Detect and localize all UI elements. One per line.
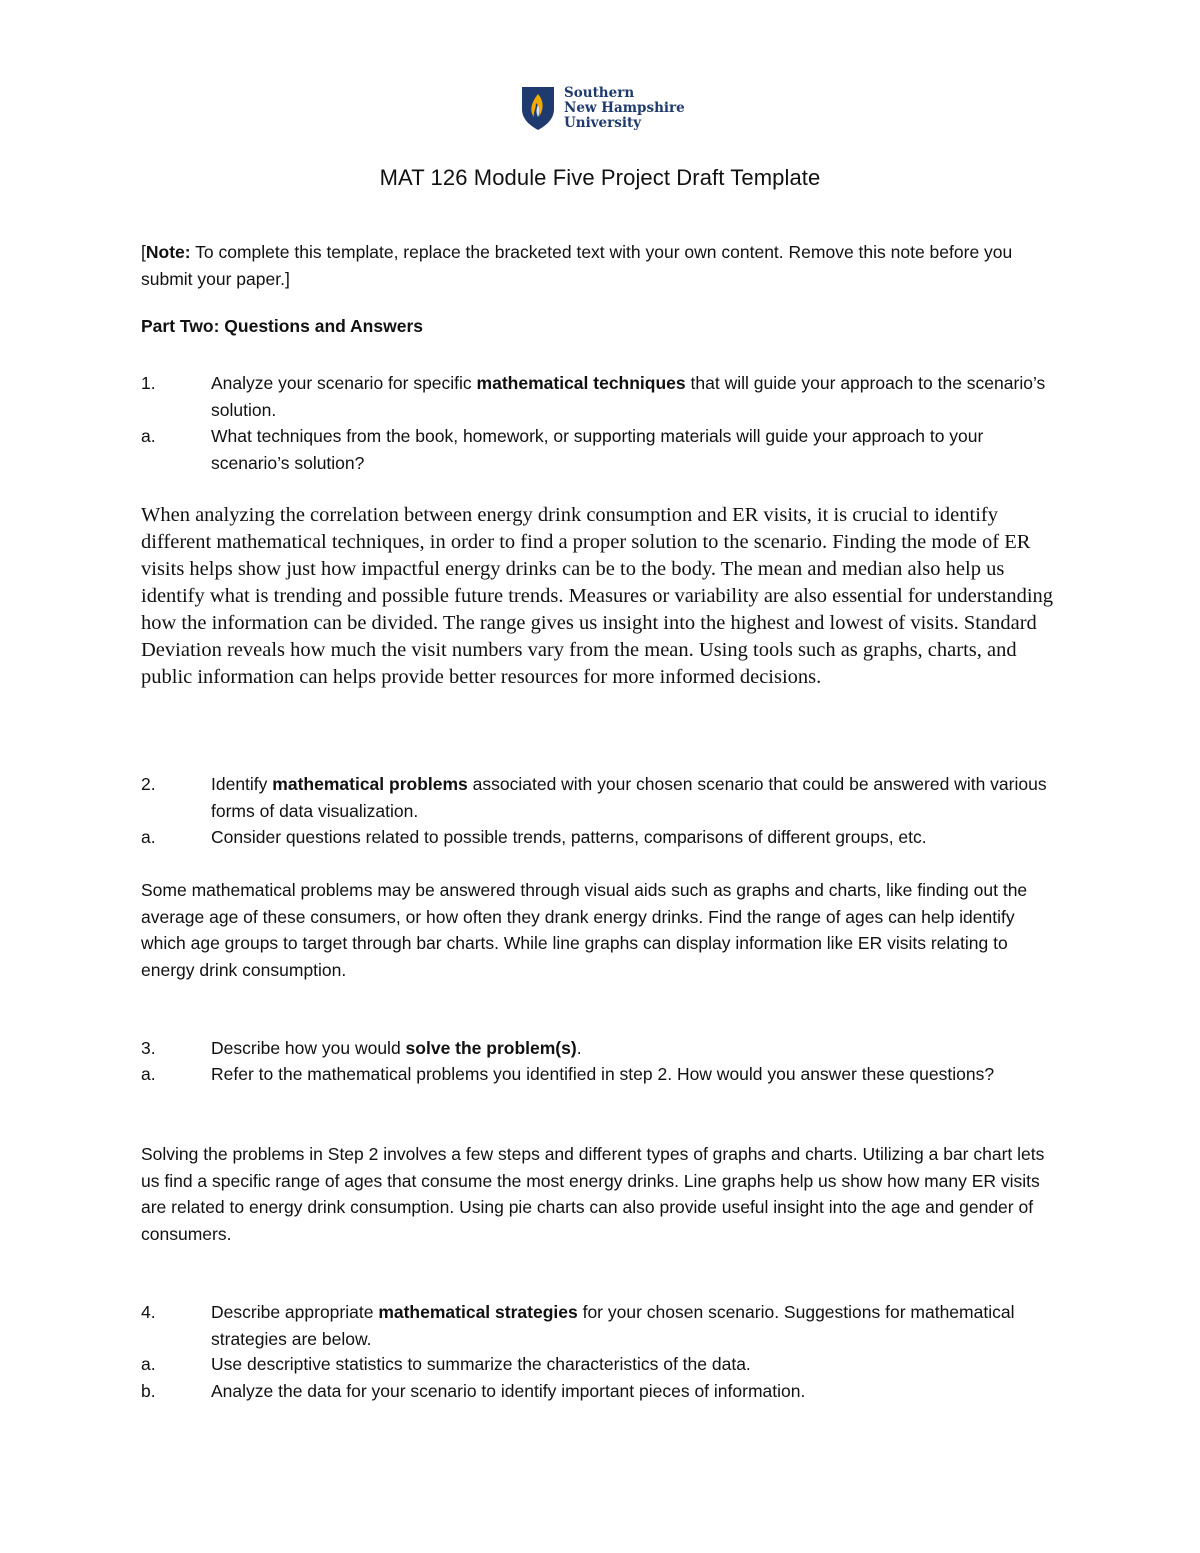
answer-3: Solving the problems in Step 2 involves a few steps and different types of graphs and charts. Utilizing a bar chart lets us find a specific range of ages that consume the most energy drinks. Line graphs help us show how many ER visits are related to energy drink consumption. Using pie charts can also provide useful insight into the age and gender of consumers. xyxy=(141,1144,1045,1244)
question-4-sub-b xyxy=(141,1378,1061,1405)
sub-item-text: Refer to the mathematical problems you identified in step 2. How would you answer these questions? xyxy=(211,1064,995,1084)
sub-item-mark: a. xyxy=(141,827,156,847)
question-2 xyxy=(141,771,1061,824)
logo-line-3: University xyxy=(564,114,642,131)
university-logo xyxy=(520,84,685,132)
question-keyword: mathematical strategies xyxy=(378,1302,578,1322)
university-name xyxy=(564,86,685,131)
sub-item-mark: b. xyxy=(141,1381,156,1401)
question-text-end: . xyxy=(576,1038,582,1058)
question-keyword: mathematical problems xyxy=(272,774,468,794)
part-heading: Part Two: Questions and Answers xyxy=(141,316,423,336)
sub-item-mark: a. xyxy=(141,426,156,446)
document-title: MAT 126 Module Five Project Draft Template xyxy=(379,165,821,190)
question-text-end: associated with your chosen scenario that could be answered with various forms of data visualization. xyxy=(211,774,1047,821)
question-text: Analyze your scenario for specific xyxy=(211,373,477,393)
question-1 xyxy=(141,370,1061,423)
question-number: 1. xyxy=(141,373,156,393)
question-number: 4. xyxy=(141,1302,156,1322)
question-2-sub-a xyxy=(141,824,1061,851)
template-note xyxy=(141,239,1061,292)
question-keyword: solve the problem(s) xyxy=(405,1038,577,1058)
note-open-bracket: [ xyxy=(141,242,146,262)
question-text: Describe how you would xyxy=(211,1038,406,1058)
question-text-end: for your chosen scenario. Suggestions for mathematical strategies are below. xyxy=(211,1302,1015,1349)
answer-2: Some mathematical problems may be answered through visual aids such as graphs and charts, like finding out the average age of these consumers, or how often they drank energy drinks. Find the range of ages can help identify which age groups to target through bar charts. While line graphs can display information like ER visits relating to energy drink consumption. xyxy=(141,880,1028,980)
question-4-sub-a xyxy=(141,1351,1061,1378)
shield-flame-icon xyxy=(520,85,556,131)
sub-item-text: Analyze the data for your scenario to identify important pieces of information. xyxy=(211,1381,806,1401)
question-text: Describe appropriate xyxy=(211,1302,379,1322)
note-label: Note: xyxy=(145,242,191,262)
sub-item-text: Consider questions related to possible trends, patterns, comparisons of different groups, etc. xyxy=(211,827,927,847)
question-4 xyxy=(141,1299,1061,1352)
question-number: 3. xyxy=(141,1038,156,1058)
logo-line-1: Southern xyxy=(564,84,635,101)
question-3-sub-a xyxy=(141,1061,1061,1088)
sub-item-mark: a. xyxy=(141,1354,156,1374)
note-text: To complete this template, replace the bracketed text with your own content. Remove this note before you submit your paper.] xyxy=(141,242,1013,289)
question-1-sub-a xyxy=(141,423,1061,476)
question-number: 2. xyxy=(141,774,156,794)
sub-item-text: Use descriptive statistics to summarize the characteristics of the data. xyxy=(211,1354,751,1374)
logo-line-2: New Hampshire xyxy=(564,99,685,116)
question-text-end: that will guide your approach to the scenario’s solution. xyxy=(211,373,1046,420)
question-keyword: mathematical techniques xyxy=(476,373,686,393)
sub-item-mark: a. xyxy=(141,1064,156,1084)
question-text: Identify xyxy=(211,774,273,794)
sub-item-text: What techniques from the book, homework, or supporting materials will guide your approach to your scenario’s solution? xyxy=(211,426,984,473)
question-3 xyxy=(141,1035,1061,1062)
answer-1: When analyzing the correlation between energy drink consumption and ER visits, it is crucial to identify different mathematical techniques, in order to find a proper solution to the scenario. Finding the mode of ER visits helps show just how impactful energy drinks can be to the body. The mean and median also help us identify what is trending and possible future trends. Measures or variability are also essential for understanding how the information can be divided. The range gives us insight into the highest and lowest of visits. Standard Deviation reveals how much the visit numbers vary from the mean. Using tools such as graphs, charts, and public information can helps provide better resources for more informed decisions. xyxy=(141,504,1054,688)
